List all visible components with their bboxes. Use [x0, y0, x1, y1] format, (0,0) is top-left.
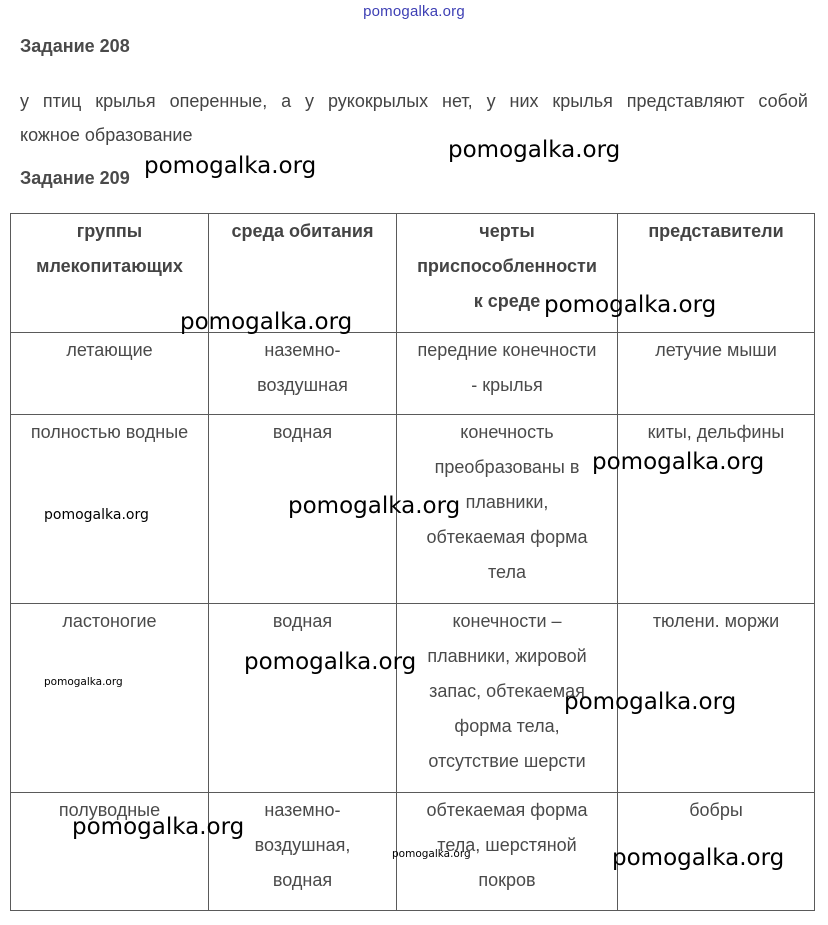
table-cell — [209, 793, 397, 911]
site-link[interactable]: pomogalka.org — [363, 3, 465, 20]
cell-text: форма тела, — [454, 716, 560, 736]
table-cell — [209, 333, 397, 415]
cell-text: водная — [272, 870, 333, 890]
cell-text: полуводные — [58, 800, 161, 820]
watermark: pomogalka.org — [288, 493, 461, 519]
cell-text: - крылья — [471, 375, 543, 395]
cell-text: водная — [272, 611, 333, 631]
cell-text: летучие мыши — [655, 340, 777, 360]
cell-text: отсутствие шерсти — [428, 751, 586, 771]
cell-text: плавники, — [465, 492, 549, 512]
cell-text: тела, шерстяной — [437, 835, 577, 855]
cell-text: наземно- — [264, 800, 341, 820]
cell-text: воздушная — [257, 375, 348, 395]
cell-text: полностью водные — [30, 422, 189, 442]
cell-text: обтекаемая форма — [426, 800, 588, 820]
watermark: pomogalka.org — [448, 137, 621, 163]
watermark: pomogalka.org — [180, 309, 353, 335]
cell-text: плавники, жировой — [427, 646, 587, 666]
cell-text: запас, обтекаемая — [429, 681, 585, 701]
cell-text: покров — [478, 870, 536, 890]
watermark: pomogalka.org — [612, 845, 785, 871]
watermark: pomogalka.org — [144, 153, 317, 179]
cell-text: обтекаемая форма — [426, 527, 588, 547]
watermark: pomogalka.org — [392, 848, 471, 860]
header-text: группы — [76, 221, 143, 241]
watermark: pomogalka.org — [592, 449, 765, 475]
cell-text: тюлени. моржи — [652, 611, 780, 631]
answer-line: у птиц крылья оперенные, а у рукокрылых нет, у них крылья представляют собой — [20, 91, 808, 111]
header-text: приспособленности — [417, 256, 597, 276]
watermark: pomogalka.org — [44, 507, 149, 523]
cell-text: конечности – — [452, 611, 562, 631]
task-208-answer — [20, 84, 808, 152]
watermark: pomogalka.org — [44, 676, 123, 688]
answer-line: кожное образование — [20, 125, 193, 145]
cell-text: тела — [488, 562, 526, 582]
table-cell — [618, 333, 815, 415]
cell-text: летающие — [66, 340, 153, 360]
cell-text: конечность — [460, 422, 554, 442]
table-row — [11, 333, 815, 415]
header-text: представители — [648, 221, 784, 241]
table-cell — [11, 793, 209, 911]
cell-text: бобры — [689, 800, 743, 820]
task-208-title: Задание 208 — [20, 36, 130, 56]
watermark: pomogalka.org — [72, 814, 245, 840]
table-cell — [618, 415, 815, 604]
cell-text: киты, дельфины — [647, 422, 785, 442]
cell-text: воздушная, — [254, 835, 351, 855]
cell-text: наземно- — [264, 340, 341, 360]
watermark: pomogalka.org — [544, 292, 717, 318]
cell-text: водная — [272, 422, 333, 442]
cell-text: ластоногие — [62, 611, 157, 631]
header-text: среда обитания — [231, 221, 374, 241]
header-text: млекопитающих — [36, 256, 183, 276]
header-text: к среде — [473, 291, 541, 311]
cell-text: передние конечности — [417, 340, 597, 360]
header-cell — [11, 214, 209, 333]
table-cell — [11, 604, 209, 793]
table-cell — [397, 333, 618, 415]
header-text: черты — [479, 221, 535, 241]
table-cell — [11, 333, 209, 415]
watermark: pomogalka.org — [564, 689, 737, 715]
table-cell — [209, 604, 397, 793]
cell-text: преобразованы в — [434, 457, 580, 477]
task-209-title: Задание 209 — [20, 168, 130, 188]
watermark: pomogalka.org — [244, 649, 417, 675]
